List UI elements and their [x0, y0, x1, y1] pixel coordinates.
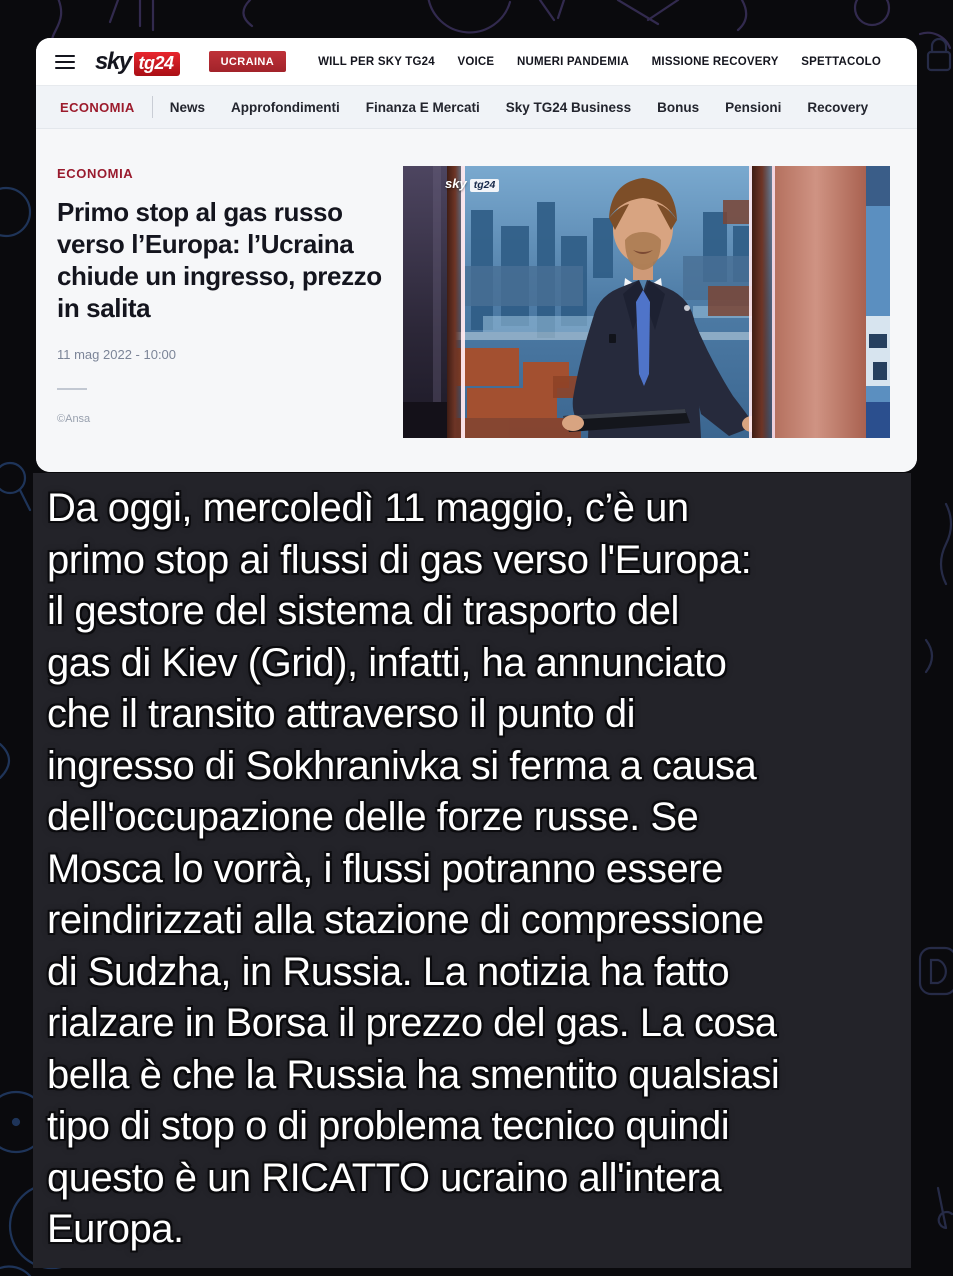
subnav-item-news[interactable]: News: [169, 99, 205, 115]
topnav-item-numeri-pandemia[interactable]: NUMERI PANDEMIA: [516, 55, 629, 68]
article-headline: Primo stop al gas russo verso l’Europa: l’Ucraina chiude un ingresso, prezzo in salita: [57, 197, 382, 323]
article-category[interactable]: ECONOMIA: [57, 166, 134, 181]
caption-line: Da oggi, mercoledì 11 maggio, c’è un: [47, 486, 689, 530]
logo-tg24-badge: tg24: [134, 52, 180, 76]
watermark-tg24-badge: tg24: [470, 179, 500, 192]
news-site-card: [36, 38, 917, 472]
subnav-links: [170, 100, 868, 115]
sky-tg24-logo[interactable]: [95, 48, 180, 76]
topnav-item-voice[interactable]: VOICE: [457, 55, 495, 68]
menu-icon[interactable]: [55, 55, 75, 69]
article-date: 11 mag 2022 - 10:00: [57, 347, 177, 362]
caption-line: dell'occupazione delle forze russe. Se: [47, 795, 699, 839]
caption-line: tipo di stop o di problema tecnico quindi: [47, 1104, 730, 1148]
topnav-links: [318, 56, 881, 68]
article-divider: [57, 388, 87, 390]
caption-line: ingresso di Sokhranivka si ferma a causa: [47, 743, 757, 788]
nav-ucraina-badge[interactable]: UCRAINA: [209, 51, 287, 72]
studio-scene-illustration: [403, 166, 890, 438]
caption-line: bella è che la Russia ha smentito qualsiasi: [47, 1052, 780, 1097]
caption-line: Mosca lo vorrà, i flussi potranno essere: [47, 846, 723, 891]
caption-line: Europa.: [47, 1207, 184, 1251]
caption-line: questo è un RICATTO ucraino all'intera: [47, 1155, 722, 1200]
subnav-item-finanza-e-mercati[interactable]: Finanza E Mercati: [365, 99, 480, 115]
caption-line: reindirizzati alla stazione di compressione: [47, 898, 764, 942]
topnav-item-missione-recovery[interactable]: MISSIONE RECOVERY: [651, 55, 779, 68]
top-navigation: [36, 38, 917, 86]
video-watermark: [445, 176, 499, 192]
subnav-item-pensioni[interactable]: Pensioni: [725, 99, 782, 115]
subnav-item-economia[interactable]: ECONOMIA: [60, 99, 135, 115]
logo-sky-text: sky: [95, 47, 131, 75]
article-region: [36, 129, 917, 472]
caption-line: il gestore del sistema di trasporto del: [47, 589, 679, 633]
section-navigation: [36, 86, 917, 129]
caption-panel: [33, 473, 911, 1268]
article-text-column: [57, 166, 390, 472]
photo-credit: ©Ansa: [57, 413, 91, 425]
watermark-sky-text: sky: [445, 176, 467, 191]
caption-line: gas di Kiev (Grid), infatti, ha annunciato: [47, 640, 727, 685]
subnav-item-sky-tg24-business[interactable]: Sky TG24 Business: [505, 99, 632, 115]
article-video-still[interactable]: [403, 166, 890, 438]
caption-line: primo stop ai flussi di gas verso l'Europa:: [47, 537, 752, 582]
topnav-item-will[interactable]: WILL PER SKY TG24: [318, 55, 435, 68]
subnav-item-bonus[interactable]: Bonus: [657, 99, 700, 115]
subnav-item-approfondimenti[interactable]: Approfondimenti: [230, 99, 340, 115]
subnav-item-recovery[interactable]: Recovery: [807, 99, 869, 115]
caption-line: che il transito attraverso il punto di: [47, 692, 635, 736]
caption-line: rialzare in Borsa il prezzo del gas. La cosa: [47, 1001, 777, 1045]
subnav-divider: [152, 96, 153, 118]
caption-line: di Sudzha, in Russia. La notizia ha fatto: [47, 949, 730, 994]
topnav-item-spettacolo[interactable]: SPETTACOLO: [801, 55, 881, 68]
